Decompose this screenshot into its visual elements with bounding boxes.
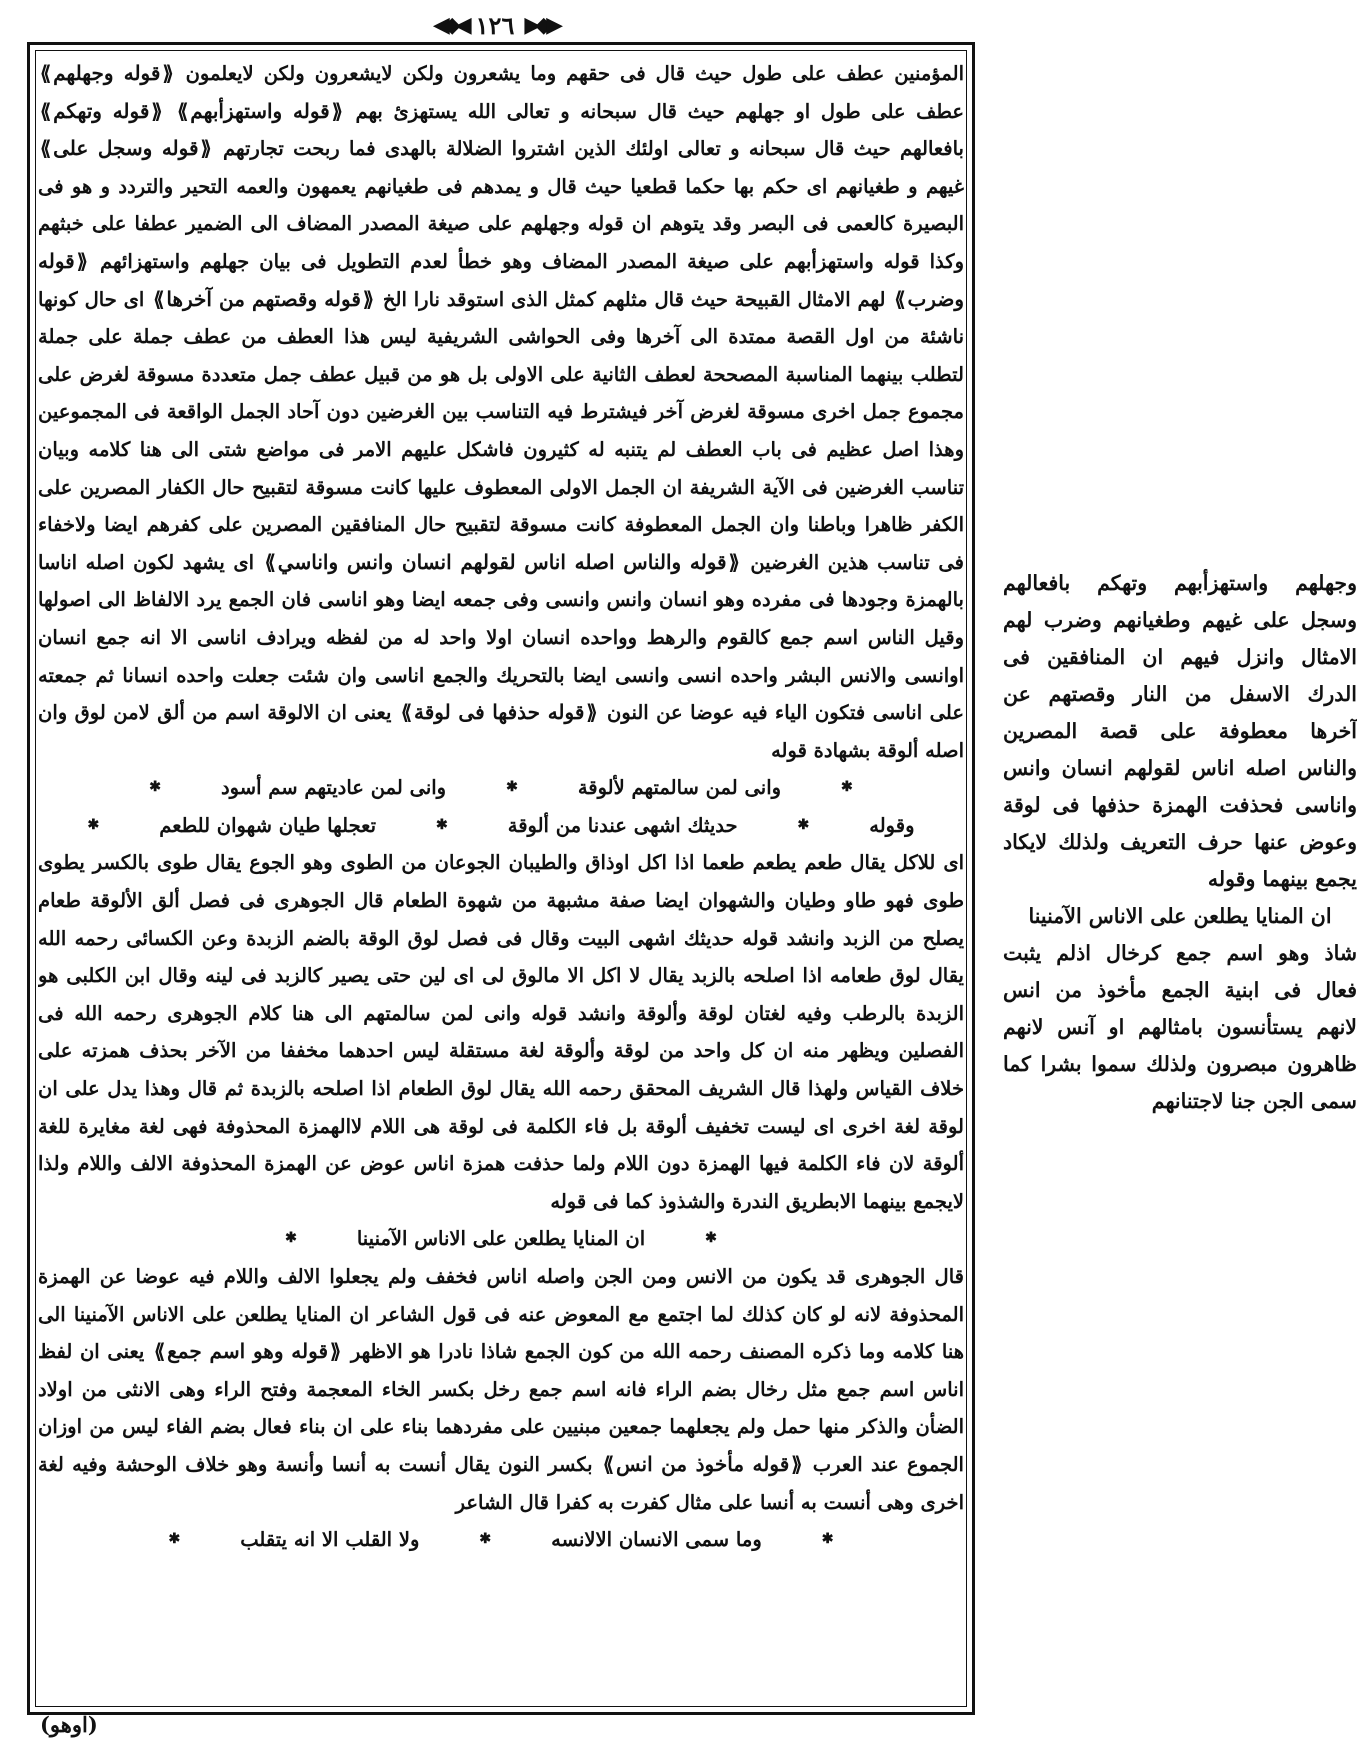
lemma: ⟪ قوله حذفها فى لوقة ⟫ [399, 700, 600, 724]
star-icon: ✱ [841, 779, 853, 796]
star-icon: ✱ [285, 1230, 297, 1247]
verse-line [38, 807, 964, 845]
commentary-paragraph: قال الجوهرى قد يكون من الانس ومن الجن واصله اناس فخفف ولم يجعلوا الالف واللام فيه عوضا عن الهمزة المحذوفة لانه لو كان كذلك لما اجتمع مع المعوض عنه فى قول الشاعر ان المنايا يطلعن على الاناس الآمنينا الى هنا كلامه وما ذكره المصنف رحمه الله من كون الجمع شاذا نادرا هو الاظهر ⟪ قوله وهو اسم جمع ⟫ يعنى ان لفظ اناس اسم جمع مثل رخال بضم الراء فانه اسم جمع رخل بكسر الخاء المعجمة وفتح الراء وهى الانثى من اولاد الضأن والذكر منها حمل ولم يجعلهما جمعين مبنيين على مفردهما بناء على ان بناء فعال بضم الفاء ليس من اوزان الجموع عند العرب ⟪ قوله مأخوذ من انس ⟫ بكسر النون يقال أنست به أنسا وأنسة وهو خلاف الوحشة وفيه لغة اخرى وهى أنست به أنسا على مثال كفرت به كفرا قال الشاعر [38, 1258, 964, 1521]
star-icon: ✱ [705, 1230, 717, 1247]
base-text-verse: ان المنايا يطلعن على الاناس الآمنينا [1028, 904, 1332, 928]
star-icon: ✱ [168, 1531, 181, 1548]
star-icon: ✱ [797, 816, 810, 833]
lemma: ⟪ قوله وهو اسم جمع ⟫ [152, 1339, 343, 1363]
lemma: ⟪ قوله واستهزأبهم ⟫ [175, 99, 345, 123]
ornament-left-icon: ◀◆◀ [432, 12, 466, 38]
lemma: ⟪ قوله مأخوذ من انس ⟫ [601, 1452, 804, 1476]
lemma: ⟪ قوله وقصتهم من آخرها ⟫ [151, 287, 376, 311]
lemma: ⟪ قوله والناس اصله اناس لقولهم انسان وانس واناسي ⟫ [263, 550, 742, 574]
hemistich: ولا القلب الا انه يتقلب [240, 1528, 420, 1552]
verse-intro: وقوله [869, 813, 915, 837]
star-icon: ✱ [149, 779, 161, 796]
verse-line [38, 1220, 964, 1258]
commentary-text [38, 55, 964, 1705]
star-icon: ✱ [436, 816, 448, 833]
page-header [415, 8, 575, 42]
commentary-paragraph: المؤمنين عطف على طول حيث قال فى حقهم وما يشعرون ولكن لايشعرون ولكن لايعلمون ⟪ قوله وجهلهم ⟫ عطف على طول او جهلهم حيث قال سبحانه و تعالى الله يستهزئ بهم ⟪ قوله واستهزأبهم ⟫ ⟪ قوله وتهكم ⟫ بافعالهم حيث قال سبحانه و تعالى اولئك الذين اشتروا الضلالة بالهدى فما ربحت تجارتهم ⟪ قوله وسجل على ⟫ غيهم و طغيانهم اى حكم بها حكما قطعيا حيث قال و يمدهم فى طغيانهم يعمهون والعمه التحير والتردد و هو فى البصيرة كالعمى فى البصر وقد يتوهم ان قوله وجهلهم على صيغة المصدر المضاف الى الضمير عطفا على خبثهم وكذا قوله واستهزأبهم على صيغة المصدر المضاف وهو خطأ لعدم التطويل فى بيان جهلهم واستهزائهم ⟪ قوله وضرب ⟫ لهم الامثال القبيحة حيث قال مثلهم كمثل الذى استوقد نارا الخ ⟪ قوله وقصتهم من آخرها ⟫ اى حال كونها ناشئة من اول القصة ممتدة الى آخرها وفى الحواشى الشريفية ليس هذا العطف من عطف جملة على جملة لتطلب بينهما المناسبة المصححة لعطف الثانية على الاولى بل هو من قبيل عطف جمل متعددة مسوقة لغرض على مجموع جمل اخرى مسوقة لغرض آخر فيشترط فيه التناسب بين الغرضين دون آحاد الجمل الواقعة فى المجموعين وهذا اصل عظيم فى باب العطف لم يتنبه له كثيرون فاشكل عليهم الامر فى مواضع شتى الى هنا كلامه وبيان تناسب الغرضين فى الآية الشريفة ان الجمل الاولى المعطوف عليها كانت مسوقة لتقبيح حال الكفار المصرين على الكفر ظاهرا وباطنا وان الجمل المعطوفة كانت مسوقة لتقبيح حال المنافقين المصرين على كفرهم ايضا ولاخفاء فى تناسب هذين الغرضين ⟪ قوله والناس اصله اناس لقولهم انسان وانس واناسي ⟫ اى يشهد لكون اصله اناسا بالهمزة وجودها فى مفرده وهو انسان وانس وانسى وفى جمعه ايضا وهو اناسى فان الجمع يرد الالفاظ الى اصولها وقيل الناس اسم جمع كالقوم والرهط وواحده انسان اولا واحد له من لفظه ويرادف اناسى الا انه جمع انسان اوانسى والانس البشر واحده انسى وانسى ايضا بالتحريك والجمع اناسى وان شئت جعلت واحده انسانا ثم جمعته على اناسى فتكون الياء فيه عوضا عن النون ⟪ قوله حذفها فى لوقة ⟫ يعنى ان الالوقة اسم من ألق لامن لوق وان اصله ألوقة بشهادة قوله [38, 55, 964, 769]
star-icon: ✱ [821, 1531, 834, 1548]
commentary-paragraph: اى للاكل يقال طعم يطعم طعما اذا اكل اوذاق والطيبان الجوعان من الطوى وهو الجوع يقال طوى بالكسر يطوى طوى فهو طاو وطيان والشهوان ايضا صفة مشبهة من شهوة الطعام قال الجوهرى فى فصل ألق الألوقة طعام يصلح من الزبد وانشد قوله حديثك اشهى البيت وقال فى فصل لوق الوقة بالضم الزبدة وعن الكسائى رحمه الله يقال لوق طعامه اذا اصلحه بالزبد يقال لا اكل الا مالوق لى اى لين حتى يصير كالزبد فى لينه وقال ابن الكلبى هو الزبدة بالرطب وفيه لغتان لوقة وألوقة وانشد قوله وانى لمن سالمتهم الى هنا كلام الجوهرى رحمه الله فى الفصلين ويظهر منه ان كل واحد من لوقة وألوقة لغة مستقلة ليس احدهما مخففا من الآخر بحذف همزته على خلاف القياس ولهذا قال الشريف المحقق رحمه الله يقال لوق الطعام اذا اصلحه بالزبدة ثم قال وهذا يدل على ان لوقة لغة اخرى اى ليست تخفيف ألوقة بل فاء الكلمة فى لوقة هى اللام لاالهمزة المحذوفة فهى لغة مغايرة للغة ألوقة لان فاء الكلمة فيها الهمزة دون اللام ولما حذفت همزة اناس عوض عن الهمزة المحذوفة الالف واللام ولذا لايجمع بينهما الابطريق الندرة والشذوذ كما فى قوله [38, 851, 964, 1213]
ornament-right-icon: ▶◆▶ [524, 12, 558, 38]
base-text-paragraph: وجهلهم واستهزأبهم وتهكم بافعالهم وسجل على غيهم وطغيانهم وضرب لهم الامثال وانزل فيهم ان المنافقين فى الدرك الاسفل من النار وقصتهم عن آخرها معطوفة على قصة المصرين والناس اصله اناس لقولهم انسان وانس واناسى فحذفت الهمزة حذفها فى لوقة وعوض عنها حرف التعريف ولذلك لايكاد يجمع بينهما وقوله [1003, 571, 1357, 891]
lemma: ⟪ قوله وسجل على ⟫ [38, 136, 214, 160]
page-number: ١٢٦ [475, 10, 515, 40]
catchword: (اوهو) [40, 1712, 98, 1737]
hemistich: ان المنايا يطلعن على الاناس الآمنينا [356, 1227, 646, 1251]
star-icon: ✱ [506, 779, 518, 796]
star-icon: ✱ [87, 816, 100, 833]
hemistich: وما سمى الانسان الالانسه [551, 1528, 762, 1552]
verse-line [38, 1521, 964, 1559]
verse-line [38, 769, 964, 807]
hemistich: وانى لمن سالمتهم لألوقة [577, 776, 782, 800]
base-text-column [1003, 565, 1357, 1265]
lemma: ⟪ قوله وضرب ⟫ [38, 249, 964, 311]
hemistich: حديثك اشهى عندنا من ألوقة [507, 813, 738, 837]
hemistich: تعجلها طيان شهوان للطعم [159, 813, 376, 837]
star-icon: ✱ [479, 1531, 492, 1548]
base-text-paragraph: شاذ وهو اسم جمع كرخال اذلم يثبت فعال فى ابنية الجمع مأخوذ من انس لانهم يستأنسون بامثالهم او آنس لانهم ظاهرون مبصرون ولذلك سموا بشرا كما سمى الجن جنا لاجتنانهم [1003, 941, 1357, 1113]
lemma: ⟪ قوله وجهلهم ⟫ [38, 61, 176, 85]
lemma: ⟪ قوله وتهكم ⟫ [38, 99, 165, 123]
hemistich: وانى لمن عاديتهم سم أسود [220, 776, 447, 800]
